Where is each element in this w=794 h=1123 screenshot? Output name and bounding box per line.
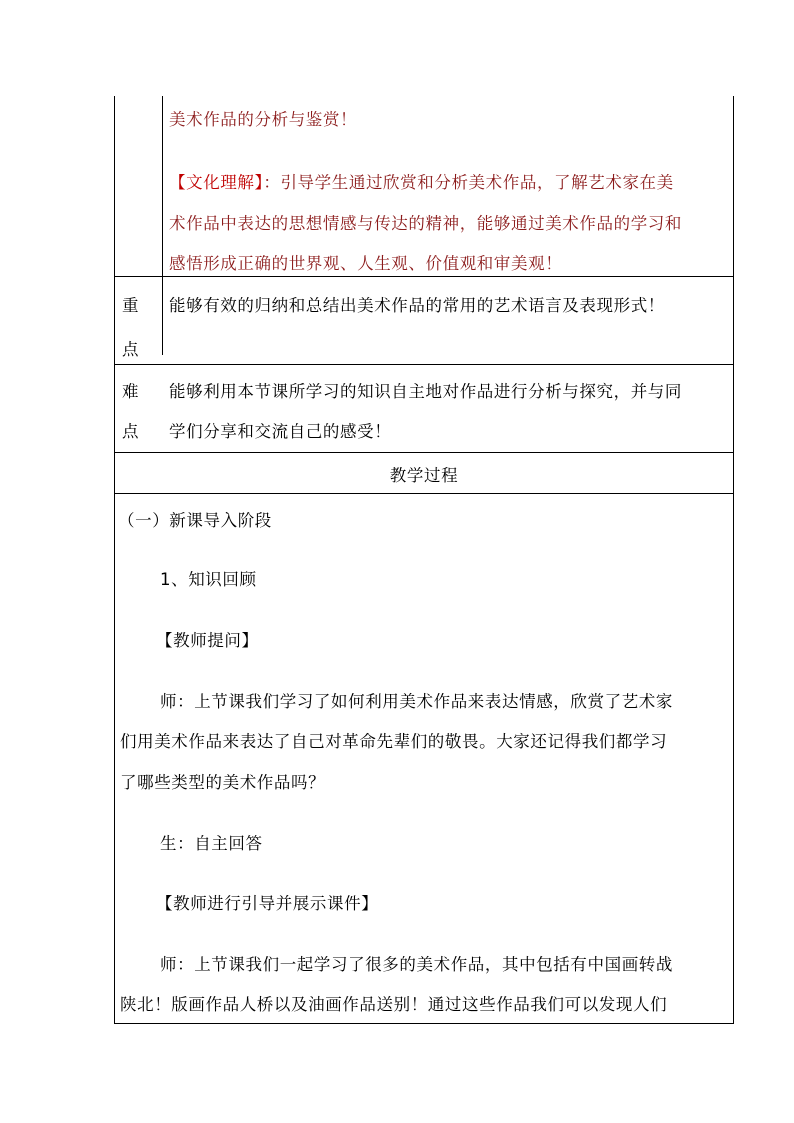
paragraph-line: 师：上节课我们学习了如何利用美术作品来表达情感，欣赏了艺术家	[160, 692, 673, 711]
row-divider	[114, 276, 734, 277]
difficulty-text-line: 能够利用本节课所学习的知识自主地对作品进行分析与探究，并与同	[169, 382, 682, 401]
key-point-text: 能够有效的归纳和总结出美术作品的常用的艺术语言及表现形式！	[169, 296, 665, 315]
paragraph-line: 陕北！版画作品人桥以及油画作品送别！通过这些作品我们可以发现人们	[120, 995, 668, 1014]
teaching-process-header: 教学过程	[389, 466, 459, 485]
goal-text-line: 美术作品的分析与鉴赏！	[169, 110, 358, 129]
key-point-label: 点	[122, 340, 140, 359]
table-border-bottom	[114, 1023, 734, 1024]
lesson-plan-table	[114, 96, 734, 1024]
culture-understanding-label: 【文化理解】	[169, 173, 264, 192]
goal-text-line: 术作品中表达的思想情感与传达的精神，能够通过美术作品的学习和	[169, 214, 682, 233]
paragraph-line: 师：上节课我们一起学习了很多的美术作品，其中包括有中国画转战	[160, 955, 673, 974]
culture-understanding-text: ：引导学生通过欣赏和分析美术作品，了解艺术家在美	[263, 173, 674, 192]
column-divider	[162, 96, 163, 355]
row-divider	[114, 364, 734, 365]
section-item: 1、知识回顾	[160, 570, 257, 589]
culture-understanding-line	[169, 169, 674, 193]
teacher-question-label: 【教师提问】	[156, 631, 259, 650]
goal-text-line: 感悟形成正确的世界观、人生观、价值观和审美观！	[169, 254, 563, 273]
key-point-label: 重	[122, 296, 140, 315]
difficulty-label: 点	[122, 422, 140, 441]
table-border-right	[733, 96, 734, 1024]
row-divider	[114, 452, 734, 453]
stage-heading: （一）新课导入阶段	[118, 511, 272, 530]
row-divider	[114, 493, 734, 494]
difficulty-text-line: 学们分享和交流自己的感受！	[169, 422, 392, 441]
student-answer: 生：自主回答	[160, 834, 263, 853]
paragraph-line: 了哪些类型的美术作品吗？	[120, 773, 326, 792]
table-border-left	[114, 96, 115, 1024]
difficulty-label: 难	[122, 382, 140, 401]
teacher-guide-label: 【教师进行引导并展示课件】	[156, 894, 379, 913]
paragraph-line: 们用美术作品来表达了自己对革命先辈们的敬畏。大家还记得我们都学习	[120, 732, 668, 751]
